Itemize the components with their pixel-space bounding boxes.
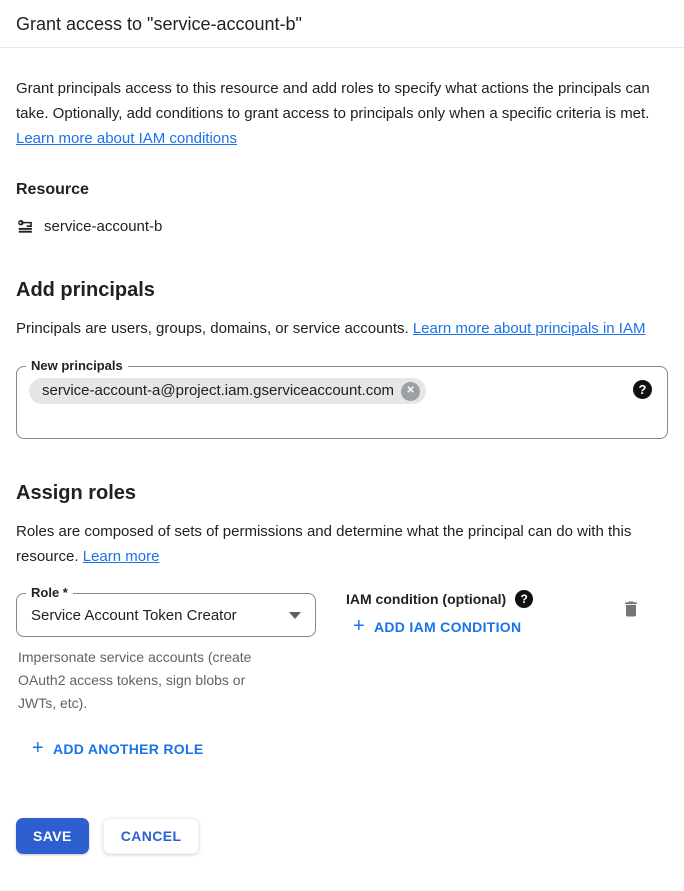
intro-text bbox=[16, 76, 668, 151]
condition-help-icon[interactable]: ? bbox=[515, 590, 533, 608]
dialog-actions bbox=[16, 818, 668, 854]
new-principals-label: New principals bbox=[26, 358, 128, 374]
trash-icon bbox=[621, 599, 641, 622]
condition-column bbox=[346, 593, 533, 637]
cancel-button[interactable]: CANCEL bbox=[103, 818, 200, 854]
page-title: Grant access to "service-account-b" bbox=[16, 14, 302, 34]
resource-heading: Resource bbox=[16, 181, 89, 198]
learn-more-roles-link[interactable]: Learn more bbox=[82, 548, 160, 565]
assign-roles-text bbox=[16, 519, 668, 569]
remove-principal-icon[interactable]: ✕ bbox=[401, 382, 420, 401]
dropdown-arrow-icon bbox=[289, 612, 301, 619]
add-principals-text bbox=[16, 316, 668, 341]
principal-chip bbox=[29, 378, 426, 404]
role-label: Role * bbox=[26, 585, 73, 601]
role-column bbox=[16, 585, 316, 715]
iam-condition-label: IAM condition (optional) bbox=[346, 591, 507, 607]
resource-item bbox=[16, 217, 668, 236]
add-another-role-button[interactable] bbox=[32, 737, 204, 759]
save-button[interactable]: SAVE bbox=[16, 818, 89, 854]
intro-text-body: Grant principals access to this resource and add roles to specify what actions the principals can take. Optionally, add conditions to grant access to principals only when a specific criteria is met. bbox=[16, 80, 650, 122]
delete-role-button[interactable] bbox=[621, 599, 641, 622]
role-description: Impersonate service accounts (create OAuth2 access tokens, sign blobs or JWTs, etc). bbox=[18, 649, 252, 711]
plus-icon: + bbox=[32, 737, 44, 759]
principal-chip-text: service-account-a@project.iam.gserviceaccount.com bbox=[42, 382, 395, 399]
delete-role-column bbox=[621, 599, 641, 624]
learn-more-principals-link[interactable]: Learn more about principals in IAM bbox=[412, 320, 646, 337]
add-iam-condition-label: ADD IAM CONDITION bbox=[373, 619, 522, 635]
assign-roles-heading: Assign roles bbox=[16, 482, 137, 504]
principals-help-icon[interactable]: ? bbox=[633, 380, 652, 399]
add-principals-text-body: Principals are users, groups, domains, or service accounts. bbox=[16, 320, 413, 337]
resource-name: service-account-b bbox=[44, 218, 163, 235]
learn-more-iam-conditions-link[interactable]: Learn more about IAM conditions bbox=[16, 130, 237, 147]
add-another-role-label: ADD ANOTHER ROLE bbox=[52, 741, 204, 757]
add-iam-condition-button[interactable] bbox=[346, 615, 522, 637]
condition-label-row bbox=[346, 590, 533, 608]
assign-roles-text-body: Roles are composed of sets of permissions and determine what the principal can do with this resource. bbox=[16, 523, 632, 565]
dialog-content bbox=[0, 76, 684, 854]
role-row bbox=[16, 585, 668, 715]
add-principals-heading: Add principals bbox=[16, 279, 155, 301]
new-principals-field[interactable] bbox=[16, 358, 668, 439]
plus-icon: + bbox=[353, 615, 365, 637]
header-divider bbox=[0, 47, 684, 48]
role-selected-value: Service Account Token Creator bbox=[31, 606, 237, 624]
service-account-icon bbox=[16, 217, 35, 236]
role-select[interactable] bbox=[16, 585, 316, 637]
